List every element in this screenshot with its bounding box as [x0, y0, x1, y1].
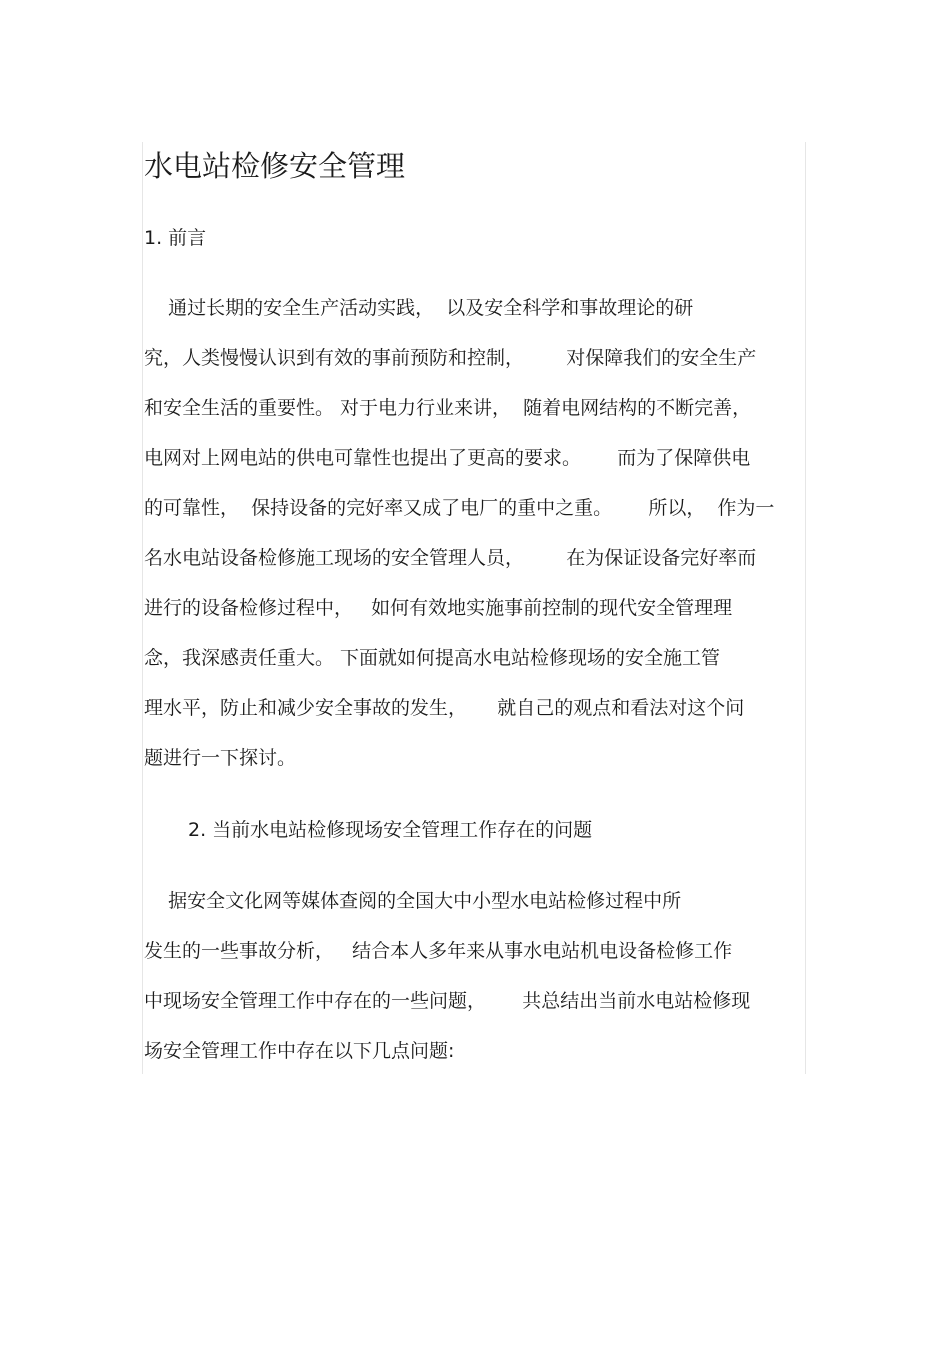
text-line: 发生的一些事故分析， 结合本人多年来从事水电站机电设备检修工作 [144, 940, 733, 962]
text-line: 念，我深感责任重大。 下面就如何提高水电站检修现场的安全施工管 [144, 647, 721, 669]
text-line: 的可靠性， 保持设备的完好率又成了电厂的重中之重。 所以， 作为一 [144, 497, 775, 519]
text-line: 进行的设备检修过程中， 如何有效地实施事前控制的现代安全管理理 [144, 597, 733, 619]
text-line: 和安全生活的重要性。 对于电力行业来讲， 随着电网结构的不断完善， [144, 397, 752, 419]
text-line: 究，人类慢慢认识到有效的事前预防和控制， 对保障我们的安全生产 [144, 347, 757, 369]
text-line: 题进行一下探讨。 [144, 747, 297, 769]
text-line: 中现场安全管理工作中存在的一些问题， 共总结出当前水电站检修现 [144, 990, 751, 1012]
section-heading-problems: 2. 当前水电站检修现场安全管理工作存在的问题 [188, 819, 593, 841]
text-line: 通过长期的安全生产活动实践， 以及安全科学和事故理论的研 [144, 297, 694, 319]
section-heading-intro: 1. 前言 [144, 227, 207, 249]
text-line: 理水平，防止和减少安全事故的发生， 就自己的观点和看法对这个问 [144, 697, 745, 719]
text-line: 据安全文化网等媒体查阅的全国大中小型水电站检修过程中所 [144, 890, 682, 912]
text-line: 名水电站设备检修施工现场的安全管理人员， 在为保证设备完好率而 [144, 547, 757, 569]
text-line: 场安全管理工作中存在以下几点问题: [144, 1040, 455, 1062]
document-title: 水电站检修安全管理 [144, 149, 406, 183]
section-body-intro [144, 294, 774, 794]
section-body-problems [144, 887, 750, 1087]
text-line: 电网对上网电站的供电可靠性也提出了更高的要求。 而为了保障供电 [144, 447, 751, 469]
